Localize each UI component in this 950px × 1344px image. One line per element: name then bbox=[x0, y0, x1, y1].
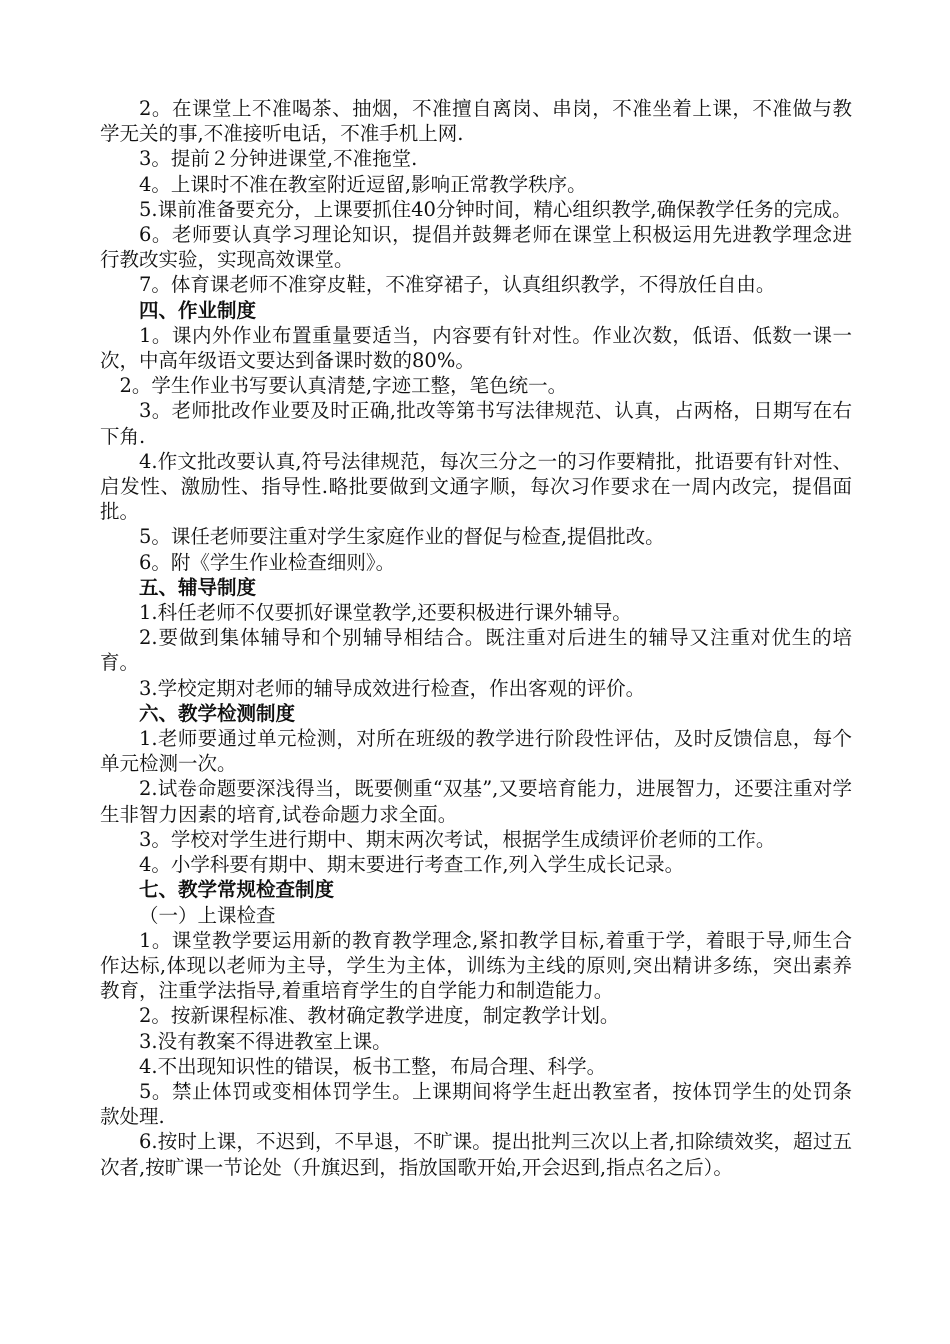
document-page bbox=[100, 96, 852, 1180]
paragraph: 2。在课堂上不准喝茶、抽烟，不准擅自离岗、串岗，不准坐着上课，不准做与教学无关的事,不准接听电话，不准手机上网. bbox=[100, 97, 852, 146]
subsection-heading: （一）上课检查 bbox=[139, 903, 276, 927]
paragraph: 6.按时上课，不迟到，不早退，不旷课。提出批判三次以上者,扣除绩效奖，超过五次者,按旷课一节论处（升旗迟到，指放国歌开始,开会迟到,指点名之后）。 bbox=[100, 1130, 852, 1179]
paragraph: 6。附《学生作业检查细则》。 bbox=[139, 550, 396, 574]
paragraph: 5.课前准备要充分，上课要抓住40分钟时间，精心组织教学,确保教学任务的完成。 bbox=[139, 197, 852, 221]
paragraph: 3。老师批改作业要及时正确,批改等第书写法律规范、认真，占两格，日期写在右下角. bbox=[100, 399, 852, 448]
paragraph: 2。按新课程标准、教材确定教学进度，制定教学计划。 bbox=[139, 1004, 620, 1028]
paragraph: 5。禁止体罚或变相体罚学生。上课期间将学生赶出教室者，按体罚学生的处罚条款处理. bbox=[100, 1079, 852, 1129]
paragraph: 3。提前２分钟进课堂,不准拖堂. bbox=[139, 147, 418, 171]
paragraph: 1.科任老师不仅要抓好课堂教学,还要积极进行课外辅导。 bbox=[139, 601, 632, 625]
paragraph: 3.没有教案不得进教室上课。 bbox=[139, 1029, 392, 1053]
paragraph: 3。学校对学生进行期中、期末两次考试，根据学生成绩评价老师的工作。 bbox=[139, 827, 776, 851]
paragraph: 1.老师要通过单元检测，对所在班级的教学进行阶段性评估，及时反馈信息，每个单元检测一次。 bbox=[100, 727, 852, 776]
paragraph: 3.学校定期对老师的辅导成效进行检查，作出客观的评价。 bbox=[139, 676, 646, 700]
paragraph: 4。小学科要有期中、期末要进行考查工作,列入学生成长记录。 bbox=[139, 853, 685, 877]
paragraph: 1。课内外作业布置重量要适当，内容要有针对性。作业次数，低语、低数一课一次，中高年级语文要达到备课时数的80%。 bbox=[100, 323, 852, 373]
paragraph: 4.不出现知识性的错误，板书工整，布局合理、科学。 bbox=[139, 1054, 607, 1078]
paragraph: 2。学生作业书写要认真清楚,字迹工整，笔色统一。 bbox=[119, 374, 568, 398]
section-heading: 七、教学常规检查制度 bbox=[139, 878, 335, 902]
paragraph: 5。课任老师要注重对学生家庭作业的督促与检查,提倡批改。 bbox=[139, 525, 665, 549]
section-heading: 四、作业制度 bbox=[139, 298, 257, 322]
paragraph: 4。上课时不准在教室附近逗留,影响正常教学秩序。 bbox=[139, 172, 587, 196]
paragraph: 4.作文批改要认真,符号法律规范，每次三分之一的习作要精批，批语要有针对性、启发性、激励性、指导性.略批要做到文通字顺，每次习作要求在一周内改完，提倡面批。 bbox=[100, 449, 852, 524]
paragraph: 2.试卷命题要深浅得当，既要侧重“双基”,又要培育能力，进展智力，还要注重对学生非智力因素的培育,试卷命题力求全面。 bbox=[100, 777, 852, 826]
paragraph: 2.要做到集体辅导和个别辅导相结合。既注重对后进生的辅导又注重对优生的培育。 bbox=[100, 626, 852, 675]
section-heading: 六、教学检测制度 bbox=[139, 701, 296, 725]
paragraph: 7。体育课老师不准穿皮鞋，不准穿裙子，认真组织教学，不得放任自由。 bbox=[139, 273, 776, 297]
section-heading: 五、辅导制度 bbox=[139, 575, 257, 599]
paragraph: 6。老师要认真学习理论知识，提倡并鼓舞老师在课堂上积极运用先进教学理念进行教改实验，实现高效课堂。 bbox=[100, 223, 852, 272]
paragraph: 1。课堂教学要运用新的教育教学理念,紧扣教学目标,着重于学，着眼于导,师生合作达标,体现以老师为主导，学生为主体，训练为主线的原则,突出精讲多练，突出素养教育，注重学法指导,着重培育学生的自学能力和制造能力。 bbox=[100, 928, 852, 1003]
